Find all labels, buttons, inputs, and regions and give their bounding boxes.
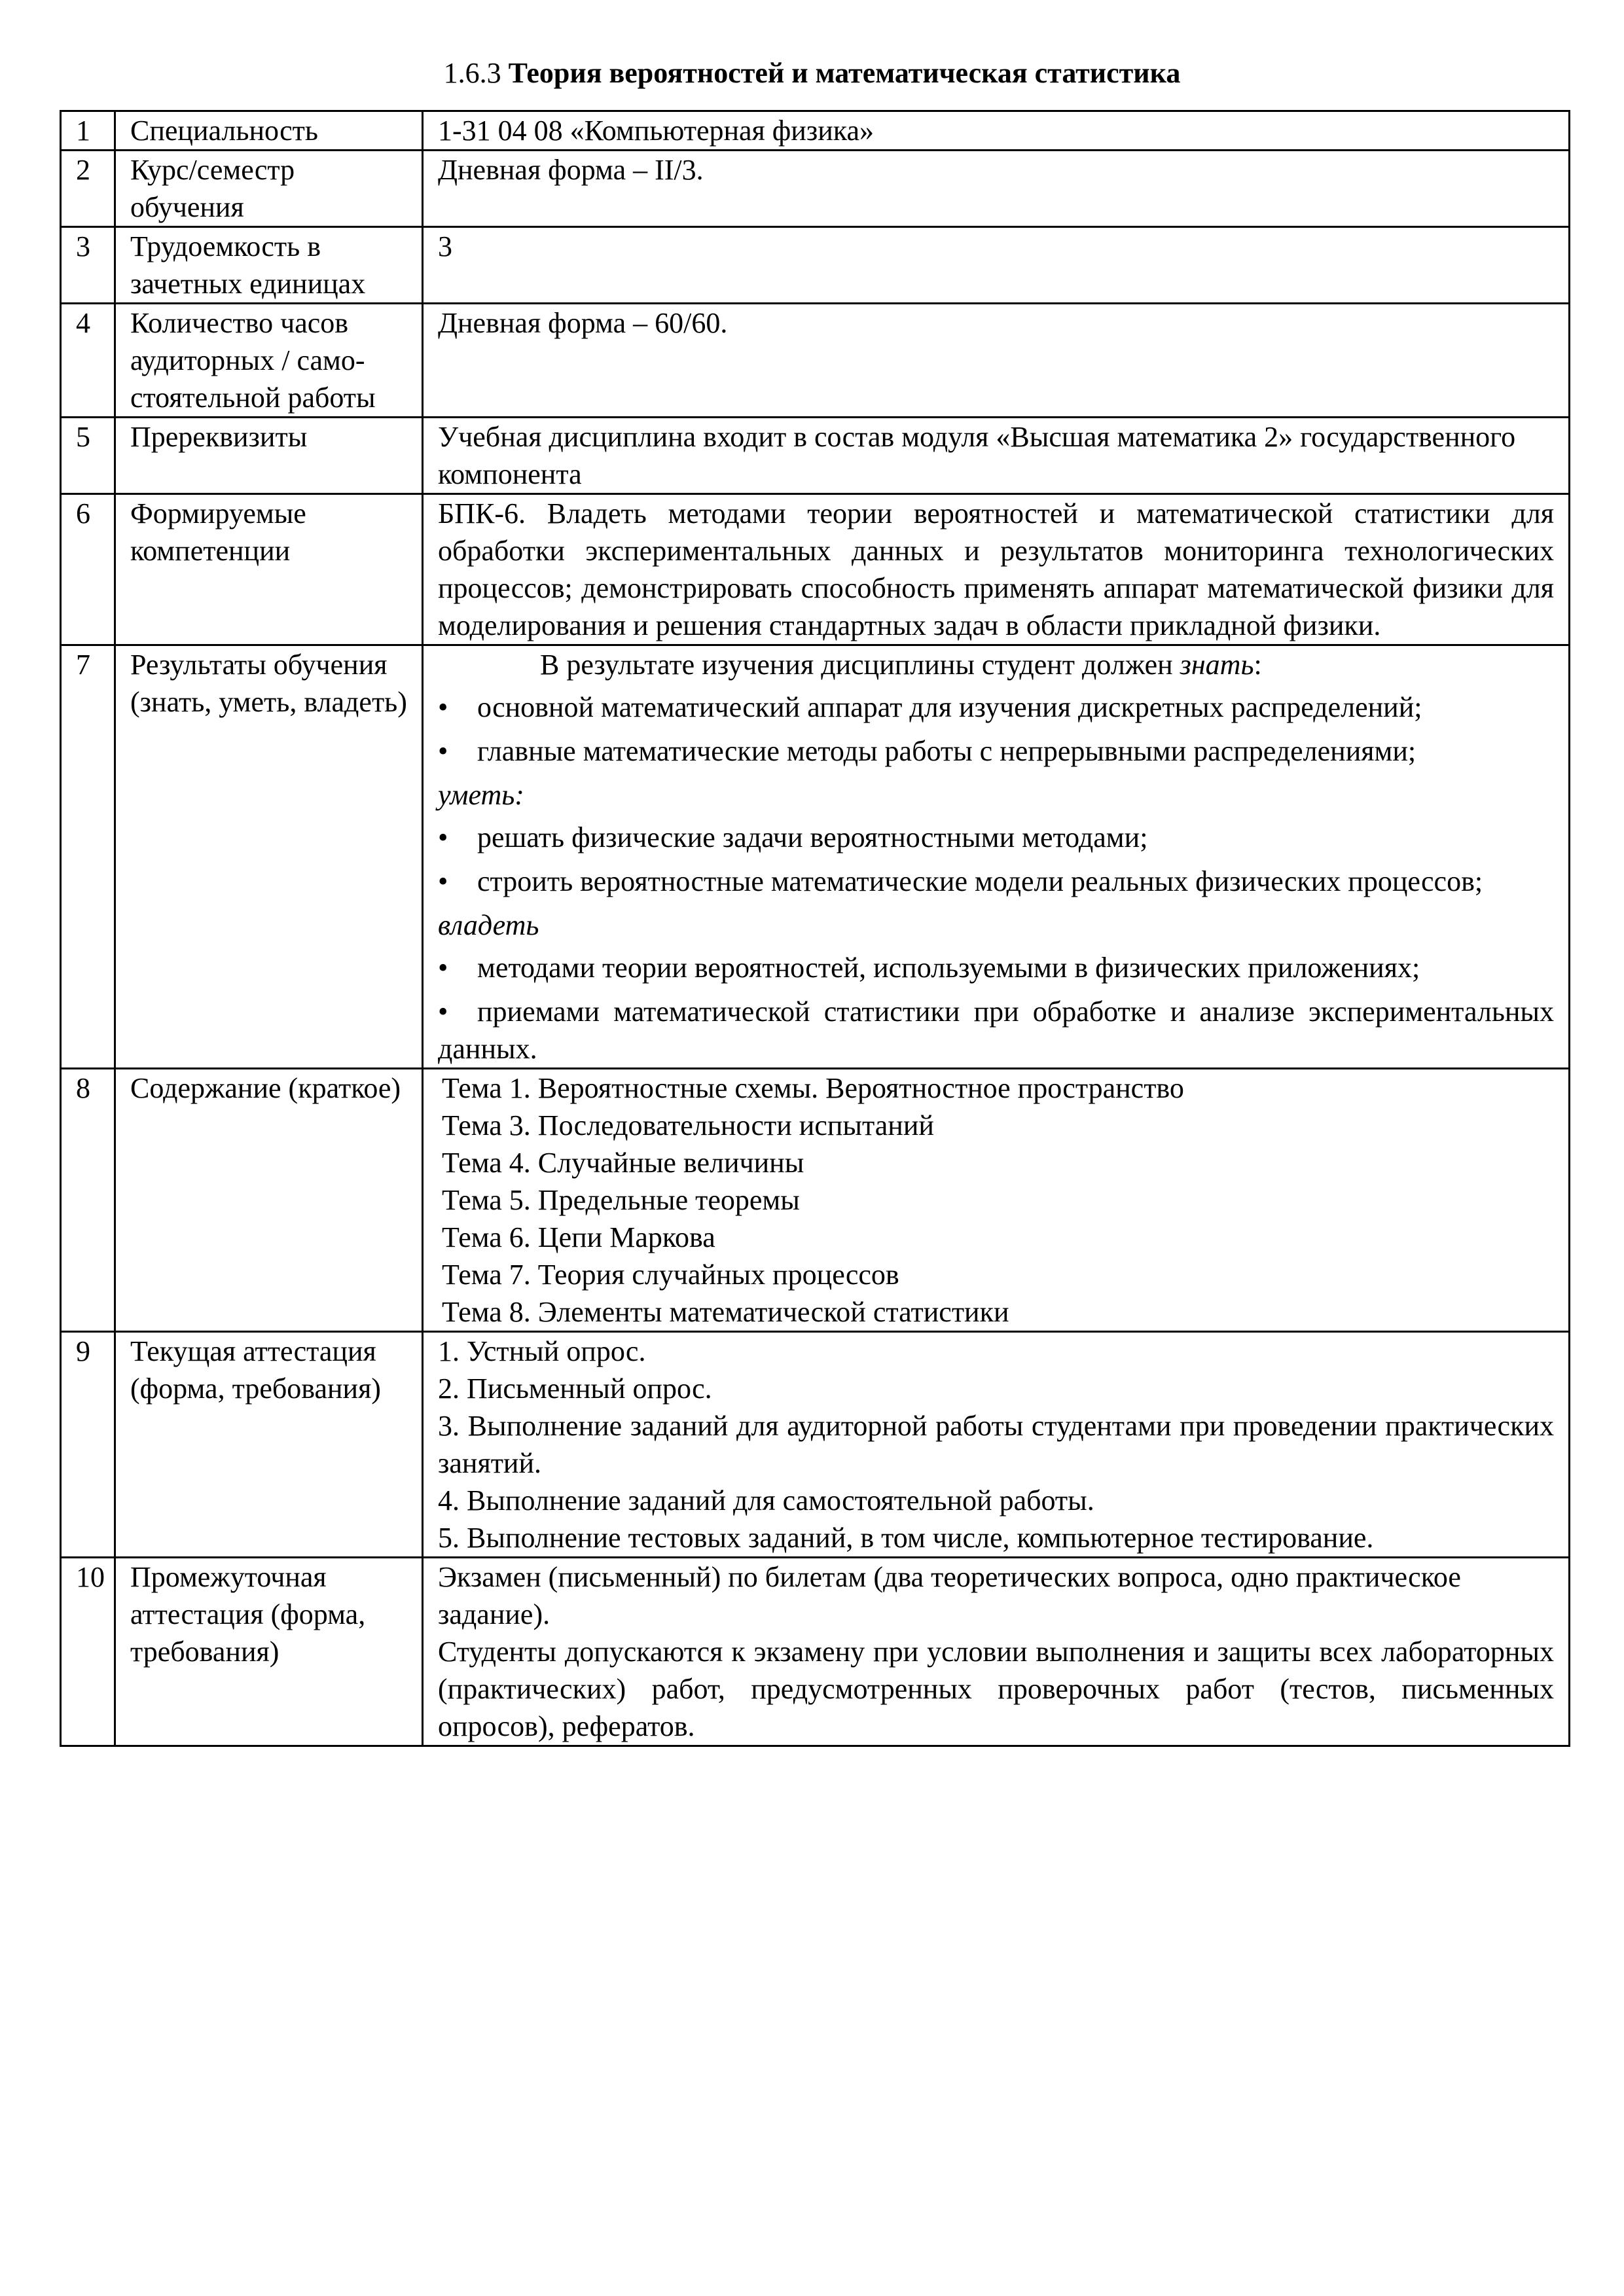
table-row [61, 304, 1570, 418]
table-row [61, 494, 1570, 645]
row-label: Результаты обучения (знать, уметь, владеть) [115, 645, 423, 1069]
exam-requirements [423, 1558, 1570, 1746]
list-item: 2. Письменный опрос. [438, 1372, 712, 1405]
row-number: 9 [61, 1332, 115, 1558]
row-value: 3 [423, 227, 1570, 304]
row-number: 10 [61, 1558, 115, 1746]
list-item: 3. Выполнение заданий для аудиторной работы студентами при проведении практических занятий. [438, 1410, 1554, 1479]
table-row [61, 418, 1570, 494]
topic-list [423, 1069, 1570, 1332]
list-item: 1. Устный опрос. [438, 1335, 646, 1367]
row-label: Специальность [115, 111, 423, 151]
row-value: Дневная форма – 60/60. [423, 304, 1570, 418]
list-item: Студенты допускаются к экзамену при условии выполнения и защиты всех лабораторных (практических) работ, предусмотренных проверочных работ (тестов, письменных опросов), рефератов. [438, 1636, 1554, 1742]
row-number: 1 [61, 111, 115, 151]
row-label: Количество часов аудиторных / само-стоятельной работы [115, 304, 423, 418]
row-value: БПК-6. Владеть методами теории вероятностей и математической статистики для обработки экспериментальных данных и результатов мониторинга технологических процессов; демонстрировать способность применять аппарат математической физики для моделирования и решения стандартных задач в области прикладной физики. [423, 494, 1570, 645]
row-label: Пререквизиты [115, 418, 423, 494]
list-item: • строить вероятностные математические модели реальных физических процессов; [438, 863, 1554, 900]
list-item: 4. Выполнение заданий для самостоятельной работы. [438, 1484, 1094, 1516]
row-label: Текущая аттестация (форма, требования) [115, 1332, 423, 1558]
row-number: 2 [61, 151, 115, 227]
list-item: • приемами математической статистики при обработке и анализе экспериментальных данных. [438, 993, 1554, 1067]
bullet-icon: • [438, 735, 448, 767]
row-number: 4 [61, 304, 115, 418]
list-item: • основной математический аппарат для изучения дискретных распределений; [438, 689, 1554, 726]
can-label: уметь: [438, 779, 524, 811]
know-label: знать [1180, 649, 1254, 681]
list-item: Экзамен (письменный) по билетам (два теоретических вопроса, одно практическое задание). [438, 1561, 1461, 1630]
table-row [61, 1558, 1570, 1746]
list-item: Тема 4. Случайные величины [442, 1147, 804, 1179]
list-item: Тема 3. Последовательности испытаний [442, 1109, 934, 1141]
list-item: • решать физические задачи вероятностными методами; [438, 819, 1554, 856]
section-number: 1.6.3 [443, 57, 501, 89]
own-label: владеть [438, 909, 539, 941]
table-row [61, 111, 1570, 151]
list-item: Тема 5. Предельные теоремы [442, 1184, 800, 1216]
discipline-spec-table [60, 110, 1570, 1747]
table-row [61, 1069, 1570, 1332]
row-label: Формируемые компетенции [115, 494, 423, 645]
row-number: 7 [61, 645, 115, 1069]
table-row [61, 1332, 1570, 1558]
table-row [61, 151, 1570, 227]
list-item: Тема 1. Вероятностные схемы. Вероятностное пространство [442, 1072, 1184, 1104]
row-label: Трудоемкость в зачетных единицах [115, 227, 423, 304]
document-title [0, 55, 1624, 92]
row-number: 6 [61, 494, 115, 645]
bullet-icon: • [438, 996, 448, 1028]
row-label: Промежуточная аттестация (форма, требования) [115, 1558, 423, 1746]
assessment-list [423, 1332, 1570, 1558]
row-number: 5 [61, 418, 115, 494]
list-item: Тема 7. Теория случайных процессов [442, 1259, 899, 1291]
table-row [61, 645, 1570, 1069]
row-number: 3 [61, 227, 115, 304]
bullet-icon: • [438, 691, 448, 723]
learning-outcomes [423, 645, 1570, 1069]
bullet-icon: • [438, 865, 448, 897]
list-item: 5. Выполнение тестовых заданий, в том числе, компьютерное тестирование. [438, 1522, 1374, 1554]
discipline-title: Теория вероятностей и математическая статистика [508, 57, 1181, 89]
row-value: 1-31 04 08 «Компьютерная физика» [423, 111, 1570, 151]
row-value: Дневная форма – II/3. [423, 151, 1570, 227]
row-value: Учебная дисциплина входит в состав модуля «Высшая математика 2» государственного компонента [423, 418, 1570, 494]
bullet-icon: • [438, 821, 448, 853]
list-item: • главные математические методы работы с непрерывными распределениями; [438, 732, 1554, 770]
row-label: Курс/семестр обучения [115, 151, 423, 227]
row-number: 8 [61, 1069, 115, 1332]
list-item: Тема 6. Цепи Маркова [442, 1221, 715, 1253]
row-label: Содержание (краткое) [115, 1069, 423, 1332]
list-item: Тема 8. Элементы математической статистики [442, 1296, 1009, 1328]
table-row [61, 227, 1570, 304]
list-item: • методами теории вероятностей, используемыми в физических приложениях; [438, 949, 1554, 986]
bullet-icon: • [438, 952, 448, 984]
outcomes-intro: В результате изучения дисциплины студент должен знать: [540, 649, 1262, 681]
